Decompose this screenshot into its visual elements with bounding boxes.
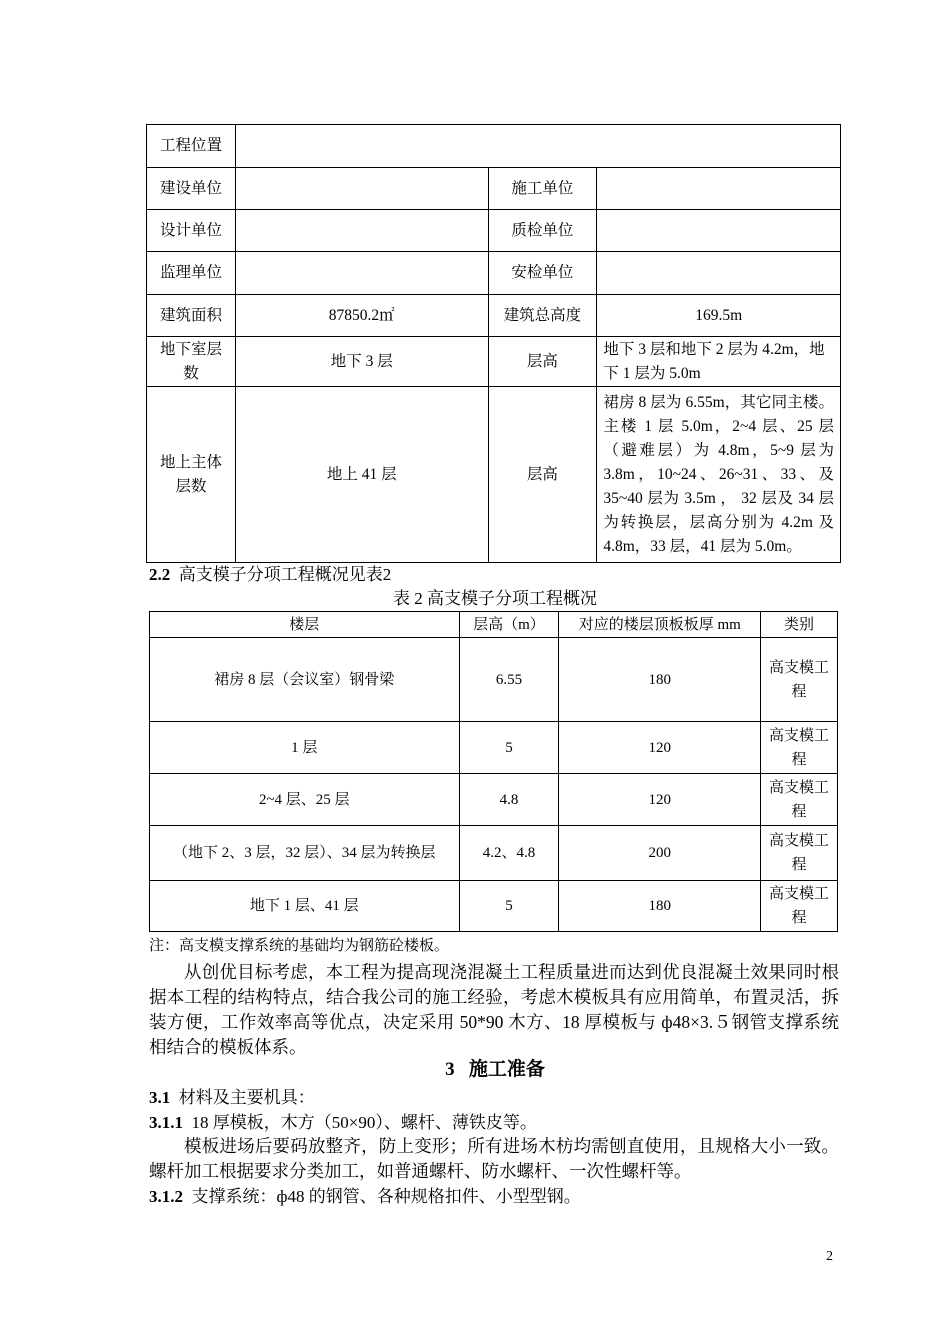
cell-floor: 2~4 层、25 层 bbox=[150, 774, 460, 826]
label-cell: 工程位置 bbox=[147, 125, 236, 168]
cell-height: 5 bbox=[459, 881, 559, 932]
value-cell: 地下 3 层和地下 2 层为 4.2m，地下 1 层为 5.0m bbox=[597, 337, 841, 387]
value-cell bbox=[235, 252, 488, 295]
table-row bbox=[150, 638, 838, 722]
label-cell: 设计单位 bbox=[147, 210, 236, 252]
section-text: 支撑系统：ф48 的钢管、各种规格扣件、小型型钢。 bbox=[191, 1187, 581, 1206]
table-row bbox=[147, 168, 841, 210]
table-row bbox=[147, 387, 841, 563]
section-number: 3.1.2 bbox=[149, 1187, 183, 1206]
label-cell: 施工单位 bbox=[488, 168, 597, 210]
cell-category: 高支模工程 bbox=[761, 722, 838, 774]
chapter-title: 施工准备 bbox=[468, 1059, 545, 1080]
column-header: 类别 bbox=[761, 612, 838, 638]
cell-height: 4.2、4.8 bbox=[459, 826, 559, 881]
cell-floor: 1 层 bbox=[150, 722, 460, 774]
value-cell: 地上 41 层 bbox=[235, 387, 488, 563]
chapter-heading bbox=[0, 1057, 950, 1082]
label-cell: 地上主体层数 bbox=[147, 387, 236, 563]
label-cell: 层高 bbox=[488, 337, 597, 387]
table-row bbox=[150, 774, 838, 826]
body-paragraph: 模板进场后要码放整齐，防上变形；所有进场木枋均需刨直使用，且规格大小一致。螺杆加工根据要求分类加工，如普通螺杆、防水螺杆、一次性螺杆等。 bbox=[149, 1136, 839, 1181]
label-cell: 监理单位 bbox=[147, 252, 236, 295]
page-number: 2 bbox=[826, 1249, 833, 1264]
value-cell bbox=[597, 168, 841, 210]
formwork-table bbox=[149, 611, 838, 932]
value-cell bbox=[235, 125, 840, 168]
label-cell: 安检单位 bbox=[488, 252, 597, 295]
cell-thickness: 200 bbox=[559, 826, 761, 881]
section-2-2 bbox=[149, 562, 391, 587]
cell-floor: （地下 2、3 层，32 层）、34 层为转换层 bbox=[150, 826, 460, 881]
cell-thickness: 180 bbox=[559, 638, 761, 722]
cell-category: 高支模工程 bbox=[761, 774, 838, 826]
value-cell: 裙房 8 层为 6.55m，其它同主楼。主楼 1 层 5.0m，2~4 层、25 层（避难层）为 4.8m，5~9 层为 3.8m，10~24、26~31、33、及 35~40 层为 3.5m ， 32 层及 34 层为转换层，层高分别为 4.2m 及 4.8m，33 层，41 层为 5.0m。 bbox=[597, 387, 841, 563]
cell-floor: 地下 1 层、41 层 bbox=[150, 881, 460, 932]
cell-height: 4.8 bbox=[459, 774, 559, 826]
table-row bbox=[150, 722, 838, 774]
value-cell bbox=[597, 252, 841, 295]
label-cell: 地下室层数 bbox=[147, 337, 236, 387]
value-cell bbox=[597, 210, 841, 252]
table-row bbox=[150, 826, 838, 881]
cell-height: 6.55 bbox=[459, 638, 559, 722]
table2-caption: 表 2 高支模子分项工程概况 bbox=[393, 589, 597, 608]
table-header-row bbox=[150, 612, 838, 638]
project-info-table bbox=[146, 124, 841, 563]
table-row bbox=[147, 337, 841, 387]
label-cell: 建筑面积 bbox=[147, 295, 236, 337]
section-3-1-2 bbox=[149, 1184, 581, 1209]
cell-thickness: 120 bbox=[559, 722, 761, 774]
table-row bbox=[147, 210, 841, 252]
table-row bbox=[147, 125, 841, 168]
section-text: 18 厚模板，木方（50×90）、螺杆、薄铁皮等。 bbox=[191, 1113, 537, 1132]
section-number: 3.1.1 bbox=[149, 1113, 183, 1132]
section-title: 材料及主要机具： bbox=[178, 1088, 315, 1107]
chapter-number: 3 bbox=[445, 1059, 455, 1080]
cell-thickness: 120 bbox=[559, 774, 761, 826]
column-header: 楼层 bbox=[150, 612, 460, 638]
value-cell: 169.5m bbox=[597, 295, 841, 337]
label-cell: 质检单位 bbox=[488, 210, 597, 252]
column-header: 层高（m） bbox=[459, 612, 559, 638]
value-cell: 地下 3 层 bbox=[235, 337, 488, 387]
label-cell: 建筑总高度 bbox=[488, 295, 597, 337]
table-row bbox=[150, 881, 838, 932]
section-number: 3.1 bbox=[149, 1088, 171, 1107]
table-row bbox=[147, 252, 841, 295]
cell-height: 5 bbox=[459, 722, 559, 774]
cell-category: 高支模工程 bbox=[761, 638, 838, 722]
value-cell: 87850.2㎡ bbox=[235, 295, 488, 337]
cell-category: 高支模工程 bbox=[761, 826, 838, 881]
label-cell: 建设单位 bbox=[147, 168, 236, 210]
body-paragraph: 从创优目标考虑，本工程为提高现浇混凝土工程质量进而达到优良混凝土效果同时根据本工程的结构特点，结合我公司的施工经验，考虑木模板具有应用简单，布置灵活，拆装方便，工作效率高等优点，决定采用 50*90 木方、18 厚模板与 ф48×3.５钢管支撑系统相结合的模板体系。 bbox=[149, 962, 839, 1057]
table-row bbox=[147, 295, 841, 337]
cell-category: 高支模工程 bbox=[761, 881, 838, 932]
value-cell bbox=[235, 168, 488, 210]
section-number: 2.2 bbox=[149, 565, 171, 584]
cell-floor: 裙房 8 层（会议室）钢骨梁 bbox=[150, 638, 460, 722]
table-note: 注：高支模支撑系统的基础均为钢筋砼楼板。 bbox=[149, 938, 450, 954]
label-cell: 层高 bbox=[488, 387, 597, 563]
column-header: 对应的楼层顶板板厚 mm bbox=[559, 612, 761, 638]
section-3-1-1 bbox=[149, 1110, 537, 1135]
section-title: 高支模子分项工程概况见表2 bbox=[178, 565, 392, 584]
cell-thickness: 180 bbox=[559, 881, 761, 932]
section-3-1 bbox=[149, 1085, 315, 1110]
value-cell bbox=[235, 210, 488, 252]
